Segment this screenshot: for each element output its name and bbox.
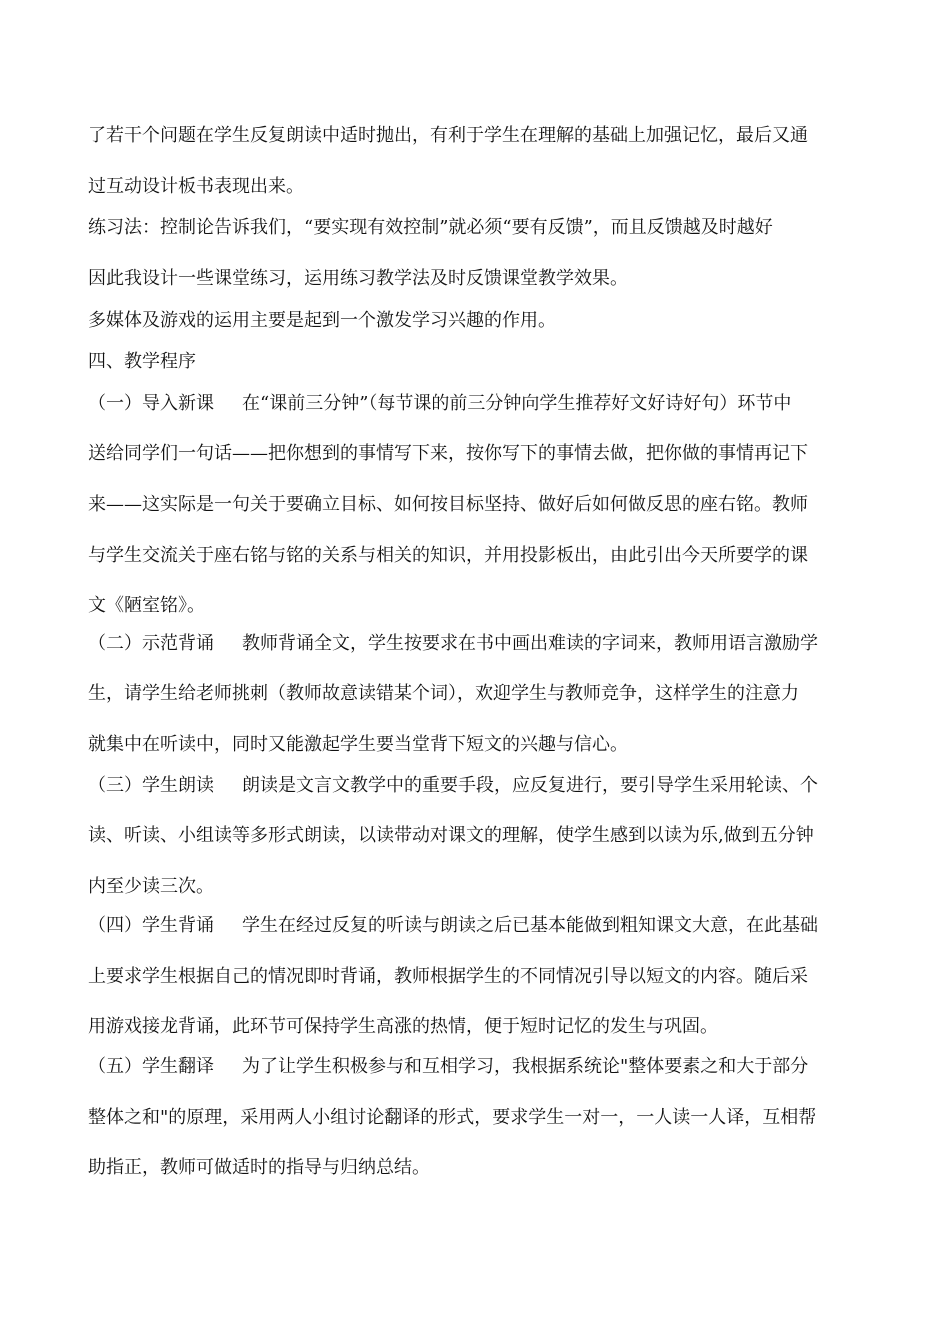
text-line: 就集中在听读中，同时又能激起学生要当堂背下短文的兴趣与信心。 [88,734,628,755]
text-line: 文《陋室铭》。 [88,595,205,616]
text-line: 来——这实际是一句关于要确立目标、如何按目标坚持、做好后如何做反思的座右铭。教师 [88,494,808,515]
text-line: 因此我设计一些课堂练习，运用练习教学法及时反馈课堂教学效果。 [88,268,628,289]
text-line: 整体之和"的原理，采用两人小组讨论翻译的形式，要求学生一对一，一人读一人译，互相帮 [88,1107,817,1128]
step-text: 教师背诵全文，学生按要求在书中画出难读的字词来，教师用语言激励学 [242,633,818,654]
step-text: 在“课前三分钟”（每节课的前三分钟向学生推荐好文好诗好句）环节中 [242,393,792,414]
text-line: 了若干个问题在学生反复朗读中适时抛出，有利于学生在理解的基础上加强记忆，最后又通 [88,125,808,146]
step-text: 为了让学生积极参与和互相学习，我根据系统论"整体要素之和大于部分 [242,1056,809,1077]
text-line: 过互动设计板书表现出来。 [88,176,304,197]
text-line: 与学生交流关于座右铭与铭的关系与相关的知识，并用投影板出，由此引出今天所要学的课 [88,545,808,566]
step-first-line [88,632,818,656]
step-text: 朗读是文言文教学中的重要手段，应反复进行，要引导学生采用轮读、个 [242,775,818,796]
section-title: 四、教学程序 [88,351,196,372]
text-line: 内至少读三次。 [88,876,214,897]
text-line: 助指正，教师可做适时的指导与归纳总结。 [88,1157,430,1178]
step-first-line [88,392,791,416]
text-line: 送给同学们一句话——把你想到的事情写下来，按你写下的事情去做，把你做的事情再记下 [88,443,808,464]
step-heading: （四）学生背诵 [88,915,214,936]
step-first-line [88,1055,808,1079]
text-line: 练习法：控制论告诉我们，“要实现有效控制”就必须“要有反馈”，而且反馈越及时越好 [88,217,773,238]
step-first-line [88,914,818,938]
step-heading: （二）示范背诵 [88,633,214,654]
text-line: 生，请学生给老师挑刺（教师故意读错某个词），欢迎学生与教师竞争，这样学生的注意力 [88,683,799,704]
text-line: 上要求学生根据自己的情况即时背诵，教师根据学生的不同情况引导以短文的内容。随后采 [88,966,808,987]
step-heading: （五）学生翻译 [88,1056,214,1077]
step-heading: （一）导入新课 [88,393,214,414]
step-heading: （三）学生朗读 [88,775,214,796]
step-first-line [88,774,818,798]
text-line: 多媒体及游戏的运用主要是起到一个激发学习兴趣的作用。 [88,310,556,331]
step-text: 学生在经过反复的听读与朗读之后已基本能做到粗知课文大意，在此基础 [242,915,818,936]
text-line: 读、听读、小组读等多形式朗读，以读带动对课文的理解，使学生感到以读为乐,做到五分钟 [88,825,814,846]
text-line: 用游戏接龙背诵，此环节可保持学生高涨的热情，便于短时记忆的发生与巩固。 [88,1016,718,1037]
